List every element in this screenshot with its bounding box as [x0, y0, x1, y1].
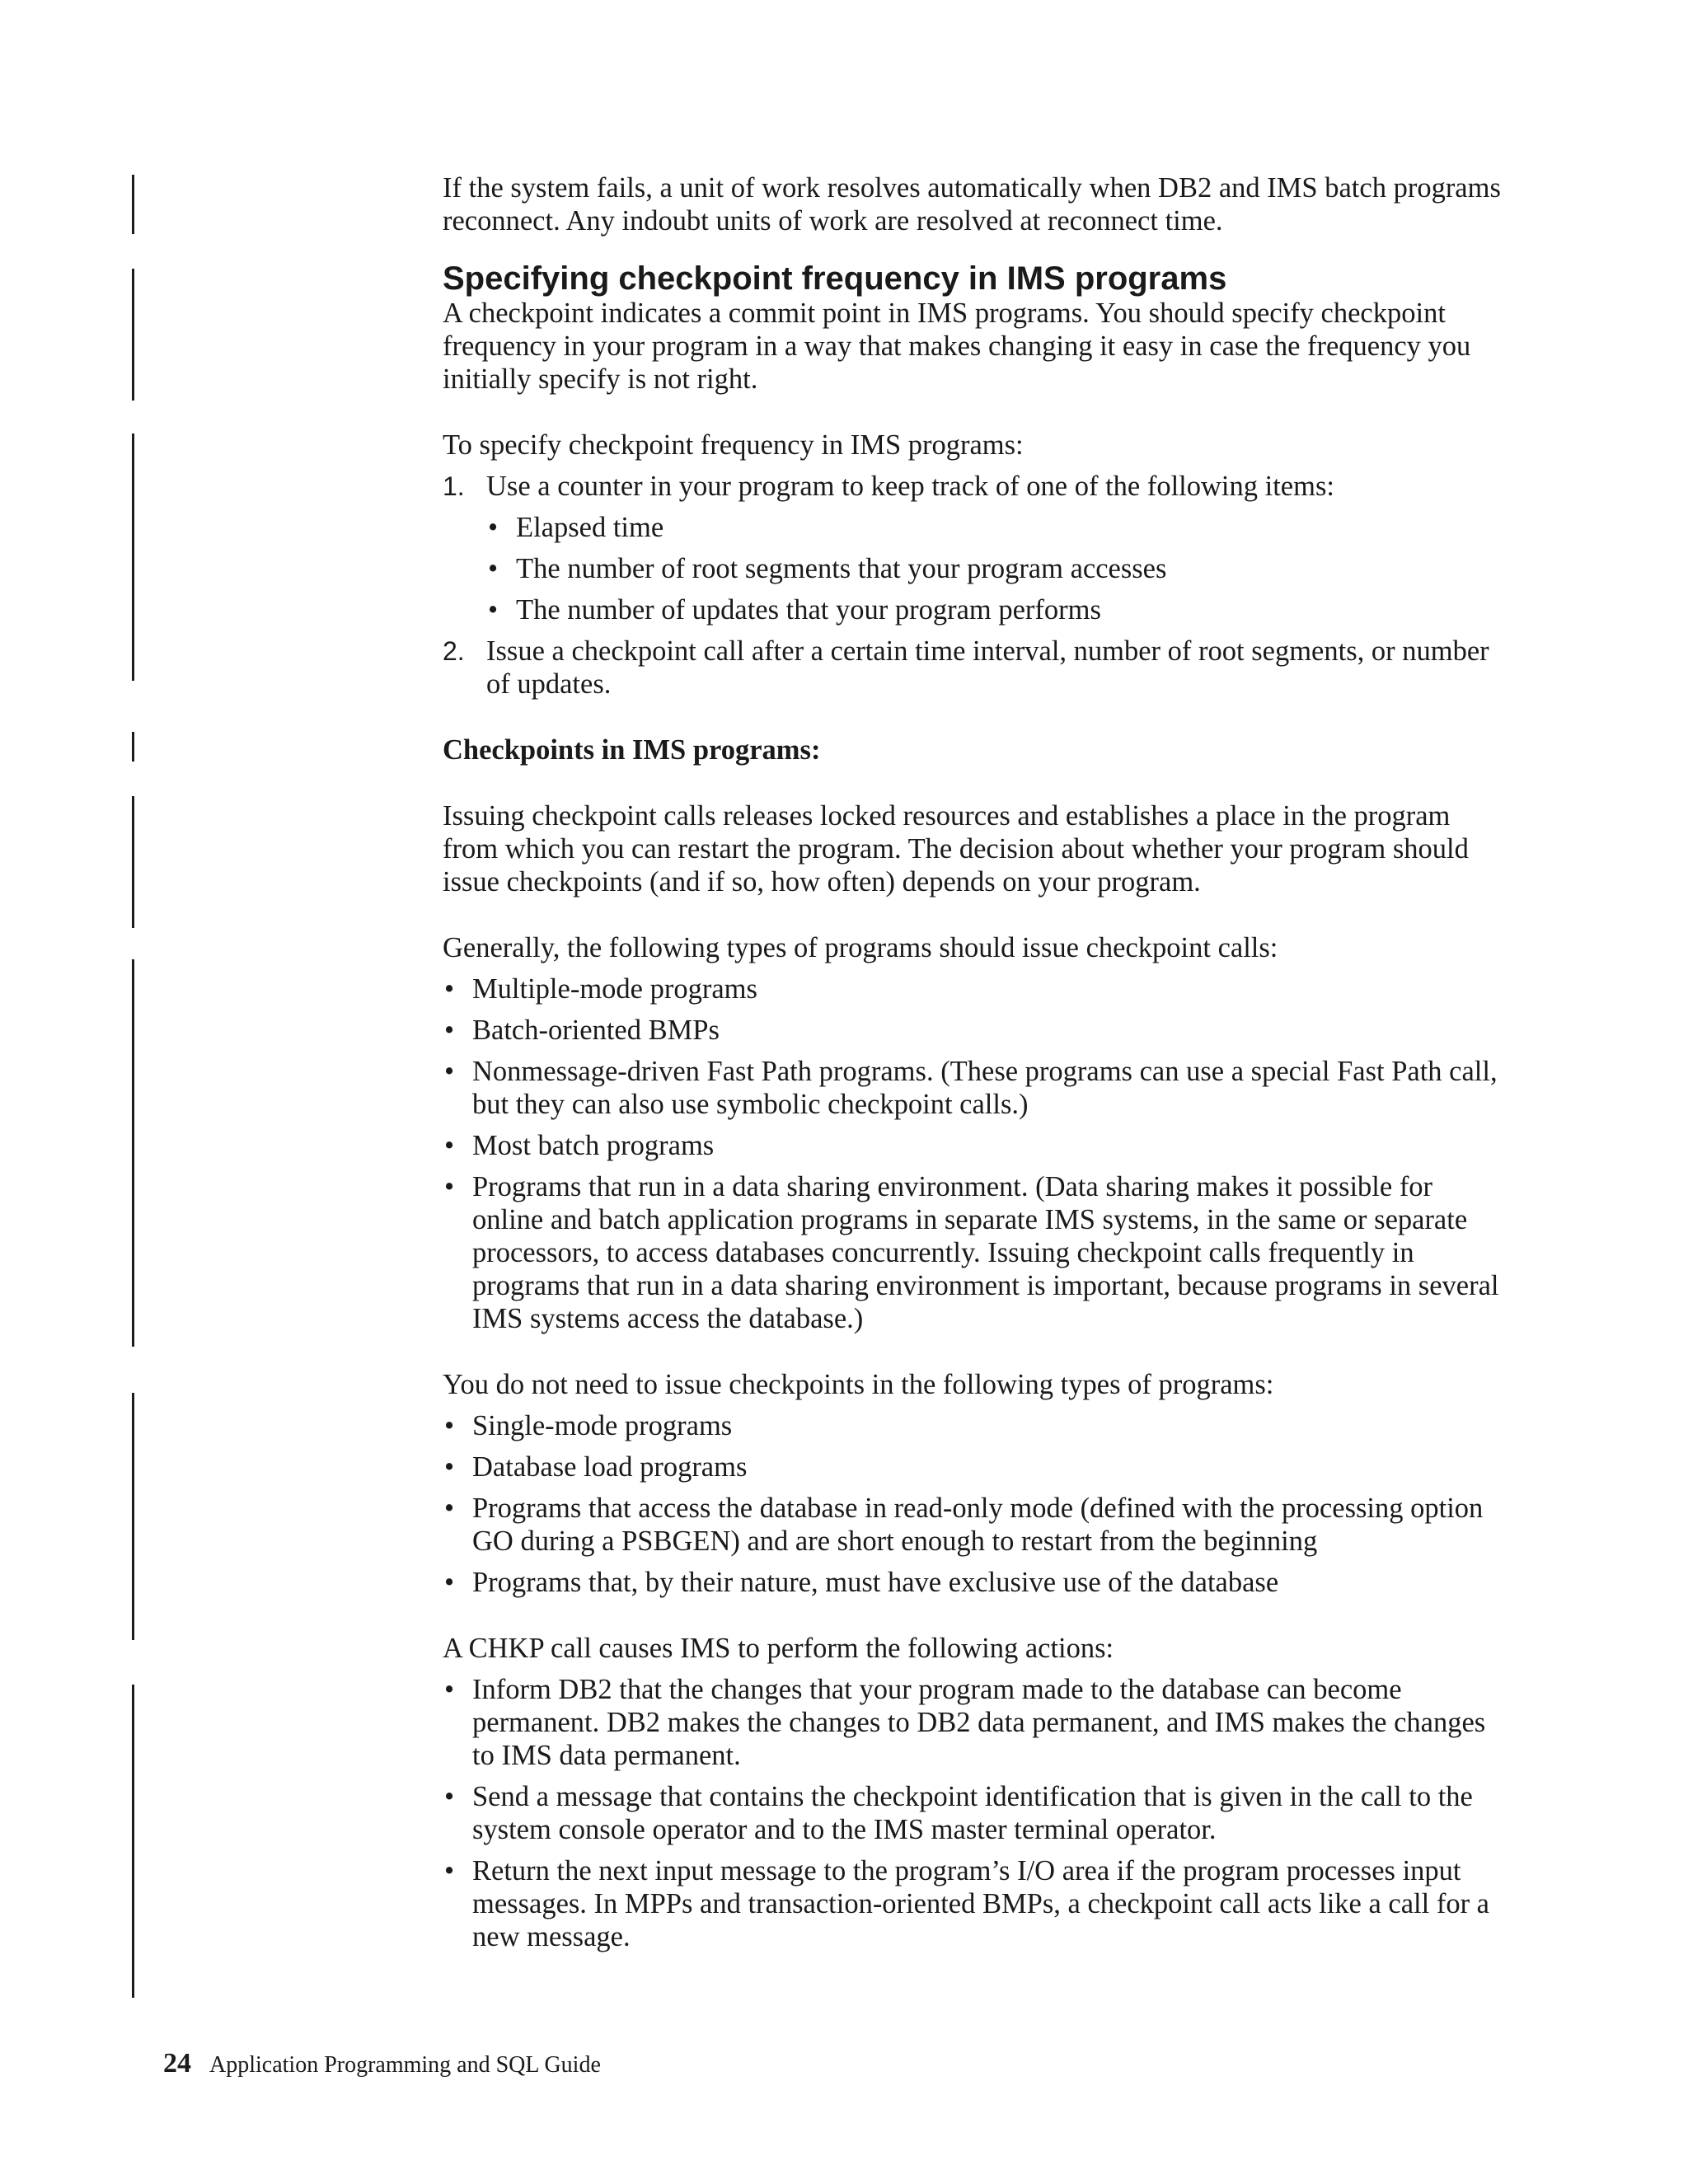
list-item: [443, 1854, 1506, 1953]
list-item-text: Database load programs: [472, 1451, 748, 1483]
list-item: [443, 1673, 1506, 1772]
revision-bar: [132, 1393, 134, 1640]
bullet: •: [444, 973, 455, 1005]
list-item: [443, 1014, 1506, 1047]
list-item: [443, 1566, 1506, 1599]
bullet: •: [444, 1493, 455, 1524]
list-item-text: Inform DB2 that the changes that your program made to the database can become permanent. DB2 makes the changes to DB2 data permanent, and IMS makes the changes to IMS data permanent.: [472, 1674, 1486, 1771]
list-item-text: Programs that run in a data sharing environment. (Data sharing makes it possible for online and batch application programs in separate IMS systems, in the same or separate processors, to access databases concurrently. Issuing checkpoint calls frequently in programs that run in a data sharing environment is important, because programs in several IMS systems access the database.): [472, 1171, 1499, 1334]
page-content: [443, 171, 1506, 1953]
chkp-intro: A CHKP call causes IMS to perform the following actions:: [443, 1633, 1114, 1664]
step-1: [443, 470, 1506, 626]
bullet: •: [444, 1056, 455, 1087]
should-intro: Generally, the following types of programs should issue checkpoint calls:: [443, 932, 1278, 963]
heading-paragraph: A checkpoint indicates a commit point in IMS programs. You should specify checkpoint frequency in your program in a way that makes changing it easy in case the frequency you initially specify is not right.: [443, 298, 1471, 395]
step-number: 2.: [443, 636, 465, 666]
list-item: [443, 972, 1506, 1005]
list-item-text: Most batch programs: [472, 1130, 715, 1161]
revision-bar: [132, 269, 134, 401]
bullet: •: [488, 594, 499, 626]
bullet: •: [444, 1130, 455, 1161]
list-item-text: Single-mode programs: [472, 1410, 733, 1441]
list-item: [443, 1055, 1506, 1121]
list-item: [443, 1129, 1506, 1162]
list-item: [443, 1451, 1506, 1483]
bullet: •: [488, 512, 499, 543]
list-item-text: Elapsed time: [516, 512, 664, 543]
list-item-text: Programs that access the database in read-only mode (defined with the processing option GO during a PSBGEN) and are short enough to restart from the beginning: [472, 1493, 1484, 1557]
list-item-text: Nonmessage-driven Fast Path programs. (These programs can use a special Fast Path call, but they can also use symbolic checkpoint calls.): [472, 1056, 1498, 1120]
page-footer: [163, 2047, 601, 2082]
bullet: •: [444, 1781, 455, 1812]
list-item: [486, 511, 1506, 544]
not-list: [443, 1409, 1506, 1599]
steps-intro: To specify checkpoint frequency in IMS programs:: [443, 429, 1024, 461]
step-1-items: [486, 511, 1506, 626]
revision-bar: [132, 434, 134, 681]
list-item: [443, 1492, 1506, 1558]
list-item: [443, 1409, 1506, 1442]
list-item-text: Multiple-mode programs: [472, 973, 757, 1005]
not-intro: You do not need to issue checkpoints in the following types of programs:: [443, 1369, 1274, 1400]
list-item-text: Return the next input message to the program’s I/O area if the program processes input messages. In MPPs and transaction-oriented BMPs, a checkpoint call acts like a call for a new message.: [472, 1855, 1489, 1952]
revision-bars: [0, 0, 247, 2184]
list-item: [443, 1170, 1506, 1335]
bullet: •: [444, 1674, 455, 1705]
section-heading: Specifying checkpoint frequency in IMS programs: [443, 260, 1227, 297]
bullet: •: [444, 1567, 455, 1598]
bullet: •: [444, 1855, 455, 1886]
revision-bar: [132, 959, 134, 1347]
revision-bar: [132, 732, 134, 762]
list-item-text: The number of root segments that your program accesses: [516, 553, 1167, 584]
intro-paragraph: If the system fails, a unit of work resolves automatically when DB2 and IMS batch programs reconnect. Any indoubt units of work are resolved at reconnect time.: [443, 172, 1501, 237]
revision-bar: [132, 175, 134, 234]
bullet: •: [444, 1410, 455, 1441]
should-list: [443, 972, 1506, 1335]
revision-bar: [132, 1685, 134, 1998]
list-item-text: Batch-oriented BMPs: [472, 1015, 720, 1046]
list-item-text: Programs that, by their nature, must have exclusive use of the database: [472, 1567, 1279, 1598]
list-item: [486, 552, 1506, 585]
step-text: Issue a checkpoint call after a certain time interval, number of root segments, or number of updates.: [486, 635, 1489, 700]
bullet: •: [444, 1171, 455, 1202]
list-item: [486, 593, 1506, 626]
list-item: [443, 1780, 1506, 1846]
list-item-text: Send a message that contains the checkpoint identification that is given in the call to the system console operator and to the IMS master terminal operator.: [472, 1781, 1473, 1845]
subheading: Checkpoints in IMS programs:: [443, 734, 821, 766]
bullet: •: [488, 553, 499, 584]
page-number: 24: [163, 2048, 191, 2079]
bullet: •: [444, 1451, 455, 1483]
steps-list: [443, 470, 1506, 701]
step-2: [443, 635, 1506, 701]
bullet: •: [444, 1015, 455, 1046]
chkp-list: [443, 1673, 1506, 1953]
step-text: Use a counter in your program to keep track of one of the following items:: [486, 471, 1334, 502]
book-title: Application Programming and SQL Guide: [209, 2052, 601, 2078]
step-number: 1.: [443, 471, 465, 501]
checkpoint-paragraph: Issuing checkpoint calls releases locked resources and establishes a place in the program from which you can restart the program. The decision about whether your program should issue checkpoints (and if so, how often) depends on your program.: [443, 800, 1469, 898]
list-item-text: The number of updates that your program performs: [516, 594, 1101, 626]
revision-bar: [132, 796, 134, 928]
